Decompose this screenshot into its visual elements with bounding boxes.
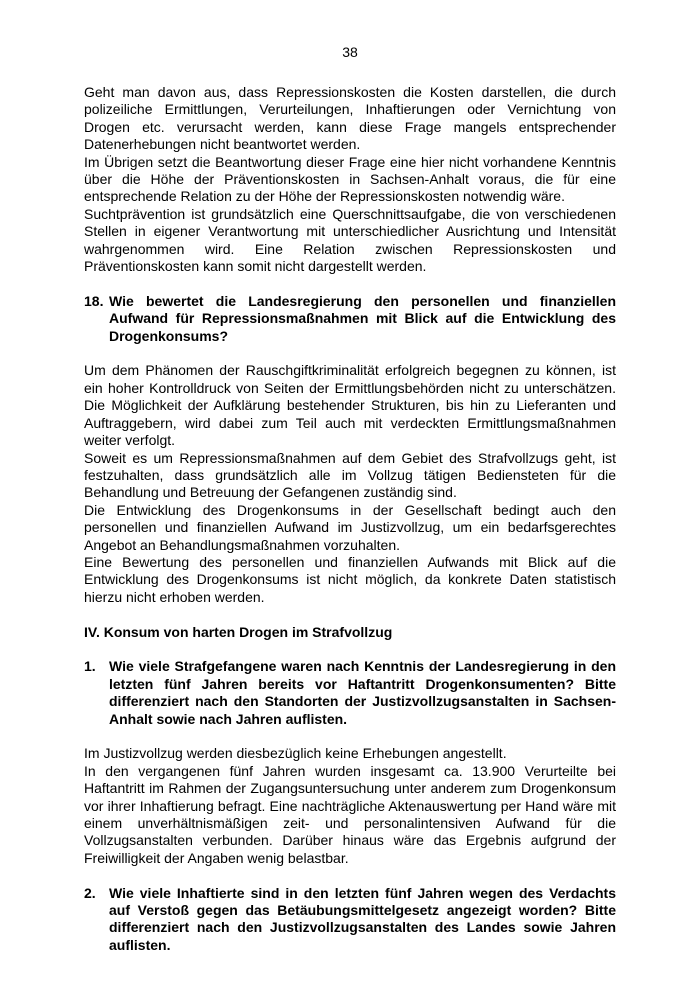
paragraph: Suchtprävention ist grundsätzlich eine Querschnittsaufgabe, die von verschiedenen Stellen in eigener Verantwortung mit unterschiedlicher Ausrichtung und Intensität wahrgenommen wird. Eine Relation zwischen Repressionskosten und Präventionskosten kann somit nicht dargestellt werden. — [84, 205, 616, 275]
question-number: 18. — [84, 292, 104, 309]
question-1 — [84, 658, 616, 728]
question-text: Wie bewertet die Landesregierung den personellen und finanziellen Aufwand für Repressionsmaßnahmen mit Blick auf die Entwicklung des Drogenkonsums? — [109, 292, 616, 344]
question-number: 2. — [84, 884, 96, 901]
paragraph: Im Justizvollzug werden diesbezüglich keine Erhebungen angestellt. — [84, 745, 507, 762]
paragraph: Eine Bewertung des personellen und finanziellen Aufwands mit Blick auf die Entwicklung des Drogenkonsums ist nicht möglich, da konkrete Daten statistisch hierzu nicht erhoben werden. — [84, 553, 616, 605]
document-body — [84, 84, 616, 972]
paragraph: Im Übrigen setzt die Beantwortung dieser Frage eine hier nicht vorhandene Kenntnis über die Höhe der Präventionskosten in Sachsen-Anhalt voraus, die für eine entsprechende Relation zu der Höhe der Repressionskosten notwendig wäre. — [84, 153, 616, 205]
answer-18 — [84, 362, 616, 606]
question-18 — [84, 293, 616, 345]
answer-1 — [84, 745, 616, 867]
question-number: 1. — [84, 658, 96, 675]
paragraph: Geht man davon aus, dass Repressionskosten die Kosten darstellen, die durch polizeiliche Ermittlungen, Verurteilungen, Inhaftierungen oder Vernichtung von Drogen etc. verursacht werden, kann diese Frage mangels entsprechender Datenerhebungen nicht beantwortet werden. — [84, 84, 616, 153]
paragraph: Soweit es um Repressionsmaßnahmen auf dem Gebiet des Strafvollzugs geht, ist festzuhalten, dass grundsätzlich alle im Vollzug tätigen Bediensteten für die Behandlung und Betreuung der Gefangenen zuständig sind. — [84, 449, 616, 501]
intro-answer — [84, 84, 616, 275]
section-heading: IV. Konsum von harten Drogen im Strafvollzug — [84, 623, 393, 640]
question-2 — [84, 885, 616, 955]
question-text: Wie viele Strafgefangene waren nach Kenntnis der Landesregierung in den letzten fünf Jahren bereits vor Haftantritt Drogenkonsumenten? Bitte differenziert nach den Standorten der Justizvollzugsanstalten in Sachsen-Anhalt sowie nach Jahren auflisten. — [109, 658, 616, 727]
paragraph: In den vergangenen fünf Jahren wurden insgesamt ca. 13.900 Verurteilte bei Haftantritt im Rahmen der Zugangsuntersuchung unter anderem zum Drogenkonsum vor ihrer Inhaftierung befragt. Eine nachträgliche Aktenauswertung per Hand wäre mit einem unverhältnismäßigen zeit- und personalintensiven Aufwand für die Vollzugsanstalten verbunden. Darüber hinaus wäre das Ergebnis aufgrund der Freiwilligkeit der Angaben wenig belastbar. — [84, 762, 616, 866]
paragraph: Die Entwicklung des Drogenkonsums in der Gesellschaft bedingt auch den personellen und finanziellen Aufwand im Justizvollzug, um ein bedarfsgerechtes Angebot an Behandlungsmaßnahmen vorzuhalten. — [84, 501, 616, 553]
paragraph: Um dem Phänomen der Rauschgiftkriminalität erfolgreich begegnen zu können, ist ein hoher Kontrolldruck von Seiten der Ermittlungsbehörden nicht zu unterschätzen. Die Möglichkeit der Aufklärung bestehender Strukturen, bis hin zu Lieferanten und Auftraggebern, wird dabei zum Teil auch mit verdeckten Ermittlungsmaßnahmen weiter verfolgt. — [84, 362, 616, 449]
page-number: 38 — [342, 44, 358, 60]
question-text: Wie viele Inhaftierte sind in den letzten fünf Jahren wegen des Verdachts auf Verstoß gegen das Betäubungsmittelgesetz angezeigt worden? Bitte differenziert nach den Justizvollzugsanstalten des Landes sowie Jahren auflisten. — [109, 884, 616, 953]
